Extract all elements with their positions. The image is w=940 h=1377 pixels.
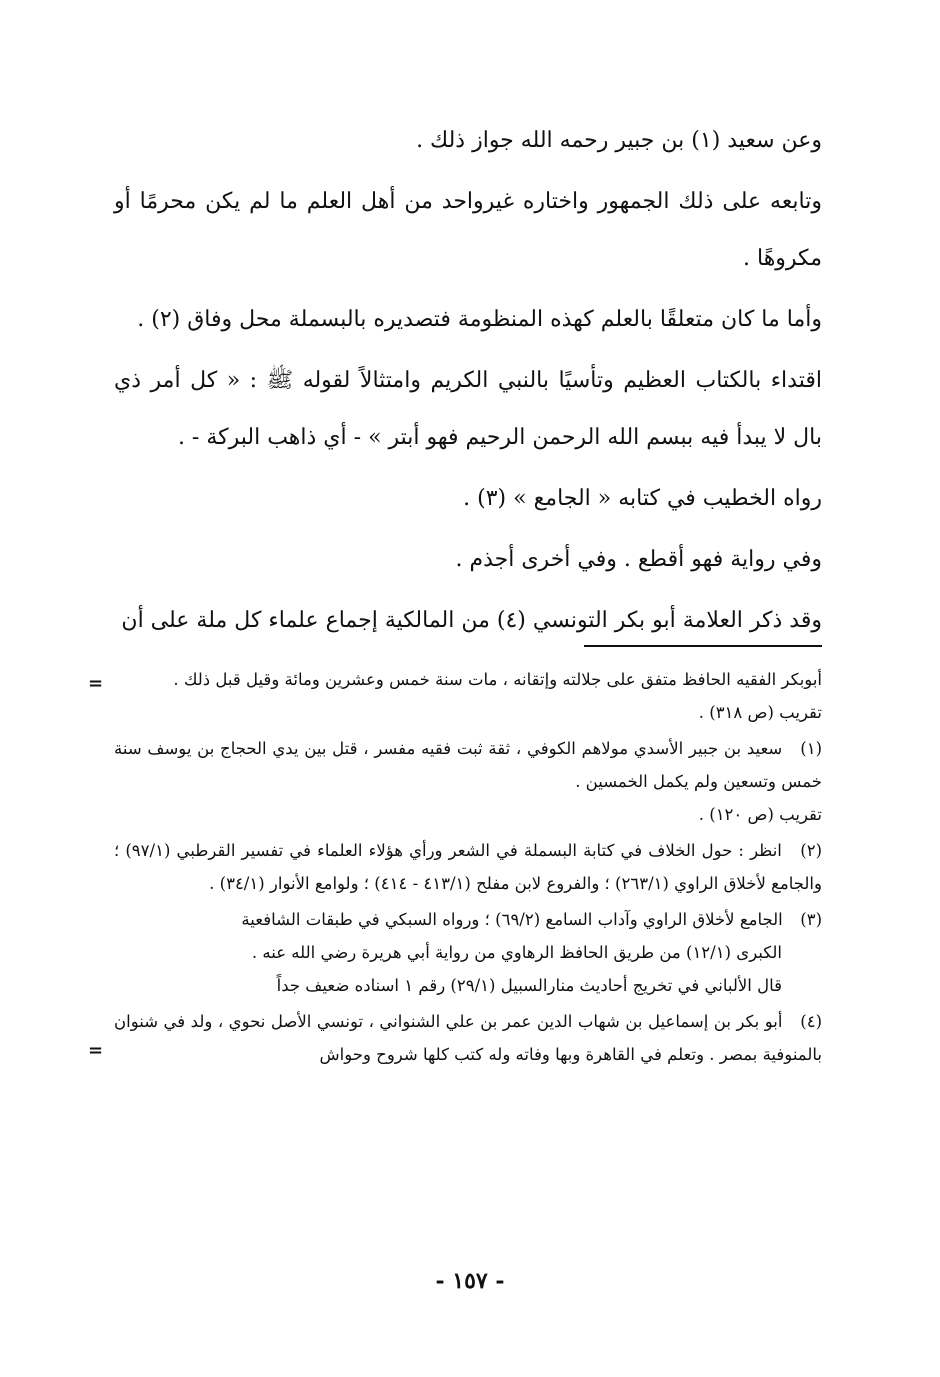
footnote-carry (88, 663, 822, 729)
footnote-line: قال الألباني في تخريج أحاديث منارالسبيل (٢٩/١) رقم ١ اسناده ضعيف جداً (276, 976, 782, 995)
footnote-text: أبو بكر بن إسماعيل بن شهاب الدين عمر بن علي الشنواني ، تونسي الأصل نحوي ، ولد في شنوان بالمنوفية بمصر . وتعلم في القاهرة وبها وفاته وله كتب كلها شروح وحواش (114, 1012, 822, 1064)
main-text (114, 112, 822, 653)
footnote-number: (٢) (800, 841, 822, 860)
footnote-text: انظر : حول الخلاف في كتابة البسملة في الشعر ورأي هؤلاء العلماء في تفسير القرطبي (٩٧/١) ؛ والجامع لأخلاق الراوي (٢٦٣/١) ؛ والفروع لابن مفلح (٤١٣/١ - ٤١٤) ؛ ولوامع الأنوار (٣٤/١) . (114, 841, 822, 893)
paragraph-3: وأما ما كان متعلقًا بالعلم كهذه المنظومة فتصديره بالبسملة محل وفاق (٢) . (137, 307, 822, 332)
footnote-1 (114, 732, 822, 831)
paragraph-7: وقد ذكر العلامة أبو بكر التونسي (٤) من المالكية إجماع علماء كل ملة على أن (121, 608, 822, 633)
footnote-carry-ref: تقريب (ص ٣١٨) . (698, 703, 822, 722)
paragraph-1: وعن سعيد (١) بن جبير رحمه الله جواز ذلك . (416, 128, 822, 153)
footnote-3 (114, 903, 822, 1002)
continuation-mark-top: = (88, 673, 104, 694)
footnotes (88, 663, 823, 1074)
footnote-2 (114, 834, 822, 900)
footnote-number: (٤) (800, 1012, 822, 1031)
page-number: - ١٥٧ - (435, 1268, 505, 1294)
footnote-line: الكبرى (١٢/١) من طريق الحافظ الرهاوي من رواية أبي هريرة رضي الله عنه . (251, 943, 782, 962)
footnote-4 (88, 1005, 822, 1071)
continuation-mark-bottom: = (88, 1040, 104, 1061)
paragraph-5: رواه الخطيب في كتابه « الجامع » (٣) . (463, 486, 822, 511)
footnote-separator (584, 645, 822, 647)
paragraph-4: اقتداء بالكتاب العظيم وتأسيًا بالنبي الكريم وامتثالاً لقوله ﷺ : « كل أمر ذي بال لا يبدأ فيه ببسم الله الرحمن الرحيم فهو أبتر » - أي ذاهب البركة - . (114, 368, 822, 450)
paragraph-2: وتابعه على ذلك الجمهور واختاره غيرواحد من أهل العلم ما لم يكن محرمًا أو مكروهًا . (114, 189, 822, 271)
footnote-ref: تقريب (ص ١٢٠) . (698, 805, 822, 824)
footnote-number: (٣) (800, 910, 822, 929)
footnote-carry-text: أبوبكر الفقيه الحافظ متفق على جلالته وإتقانه ، مات سنة خمس وعشرين ومائة وقيل قبل ذلك . (173, 670, 822, 689)
footnote-number: (١) (800, 739, 823, 758)
footnote-text: الجامع لأخلاق الراوي وآداب السامع (٦٩/٢) ؛ ورواه السبكي في طبقات الشافعية (241, 910, 783, 929)
paragraph-6: وفي رواية فهو أقطع . وفي أخرى أجذم . (455, 547, 822, 572)
footnote-text: سعيد بن جبير الأسدي مولاهم الكوفي ، ثقة ثبت فقيه مفسر ، قتل بين يدي الحجاج بن يوسف سنة خمس وتسعين ولم يكمل الخمسين . (114, 739, 822, 791)
